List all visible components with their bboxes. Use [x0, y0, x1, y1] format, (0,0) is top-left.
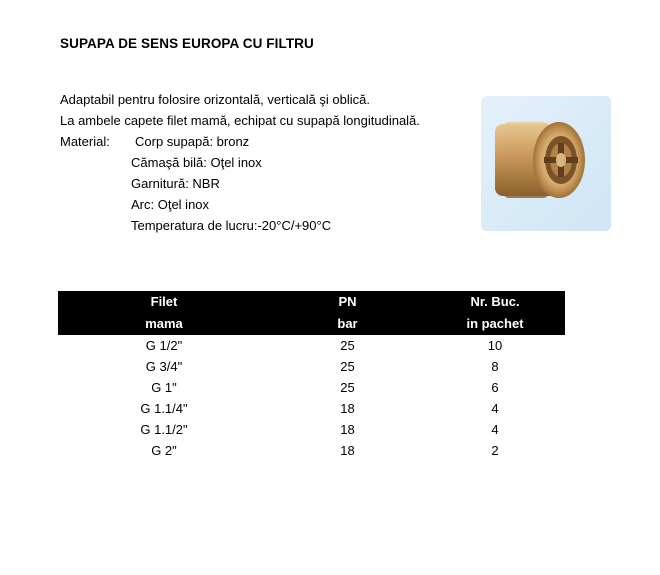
- table-row: [58, 377, 565, 398]
- cell-pn: 25: [340, 359, 355, 374]
- material-label: Material:: [60, 134, 110, 149]
- cell-thread: G 1.1/2": [140, 422, 188, 437]
- cell-pieces: 10: [487, 338, 503, 353]
- header-pn: PN: [338, 294, 357, 309]
- table-header-row-2: [58, 313, 565, 335]
- table-row: [58, 419, 565, 440]
- description-line-2: La ambele capete filet mamă, echipat cu supapă longitudinală.: [60, 113, 420, 128]
- table-header-row-1: [58, 291, 565, 313]
- cell-pn: 25: [340, 338, 355, 353]
- cell-thread: G 1/2": [145, 338, 183, 353]
- cell-pieces: 4: [491, 401, 499, 416]
- material-gasket: Garnitură: NBR: [131, 176, 220, 191]
- valve-photo: [481, 96, 611, 231]
- page-title: SUPAPA DE SENS EUROPA CU FILTRU: [60, 36, 314, 51]
- cell-pn: 18: [340, 443, 355, 458]
- cell-pieces: 6: [491, 380, 499, 395]
- table-row: [58, 398, 565, 419]
- material-temperature: Temperatura de lucru:-20°C/+90°C: [131, 218, 332, 233]
- cell-pieces: 2: [491, 443, 499, 458]
- cell-thread: G 1.1/4": [140, 401, 188, 416]
- header-thread-sub: mama: [145, 316, 183, 331]
- material-list: [131, 131, 331, 236]
- header-pieces-sub: in pachet: [466, 316, 524, 331]
- cell-pieces: 8: [491, 359, 499, 374]
- cell-pieces: 4: [491, 422, 499, 437]
- product-table: [58, 291, 565, 461]
- material-body: Corp supapă: bronz: [135, 134, 250, 149]
- cell-pn: 18: [340, 401, 355, 416]
- header-pn-sub: bar: [337, 316, 358, 331]
- cell-thread: G 3/4": [145, 359, 183, 374]
- cell-thread: G 1": [151, 380, 177, 395]
- table-row: [58, 335, 565, 356]
- cell-pn: 18: [340, 422, 355, 437]
- material-spring: Arc: Oţel inox: [131, 197, 210, 212]
- cell-thread: G 2": [151, 443, 177, 458]
- cell-pn: 25: [340, 380, 355, 395]
- header-thread: Filet: [150, 294, 178, 309]
- material-ball-sleeve: Cămaşă bilă: Oţel inox: [131, 155, 262, 170]
- description-line-1: Adaptabil pentru folosire orizontală, verticală şi oblică.: [60, 92, 371, 107]
- table-row: [58, 356, 565, 377]
- header-pieces: Nr. Buc.: [470, 294, 520, 309]
- table-row: [58, 440, 565, 461]
